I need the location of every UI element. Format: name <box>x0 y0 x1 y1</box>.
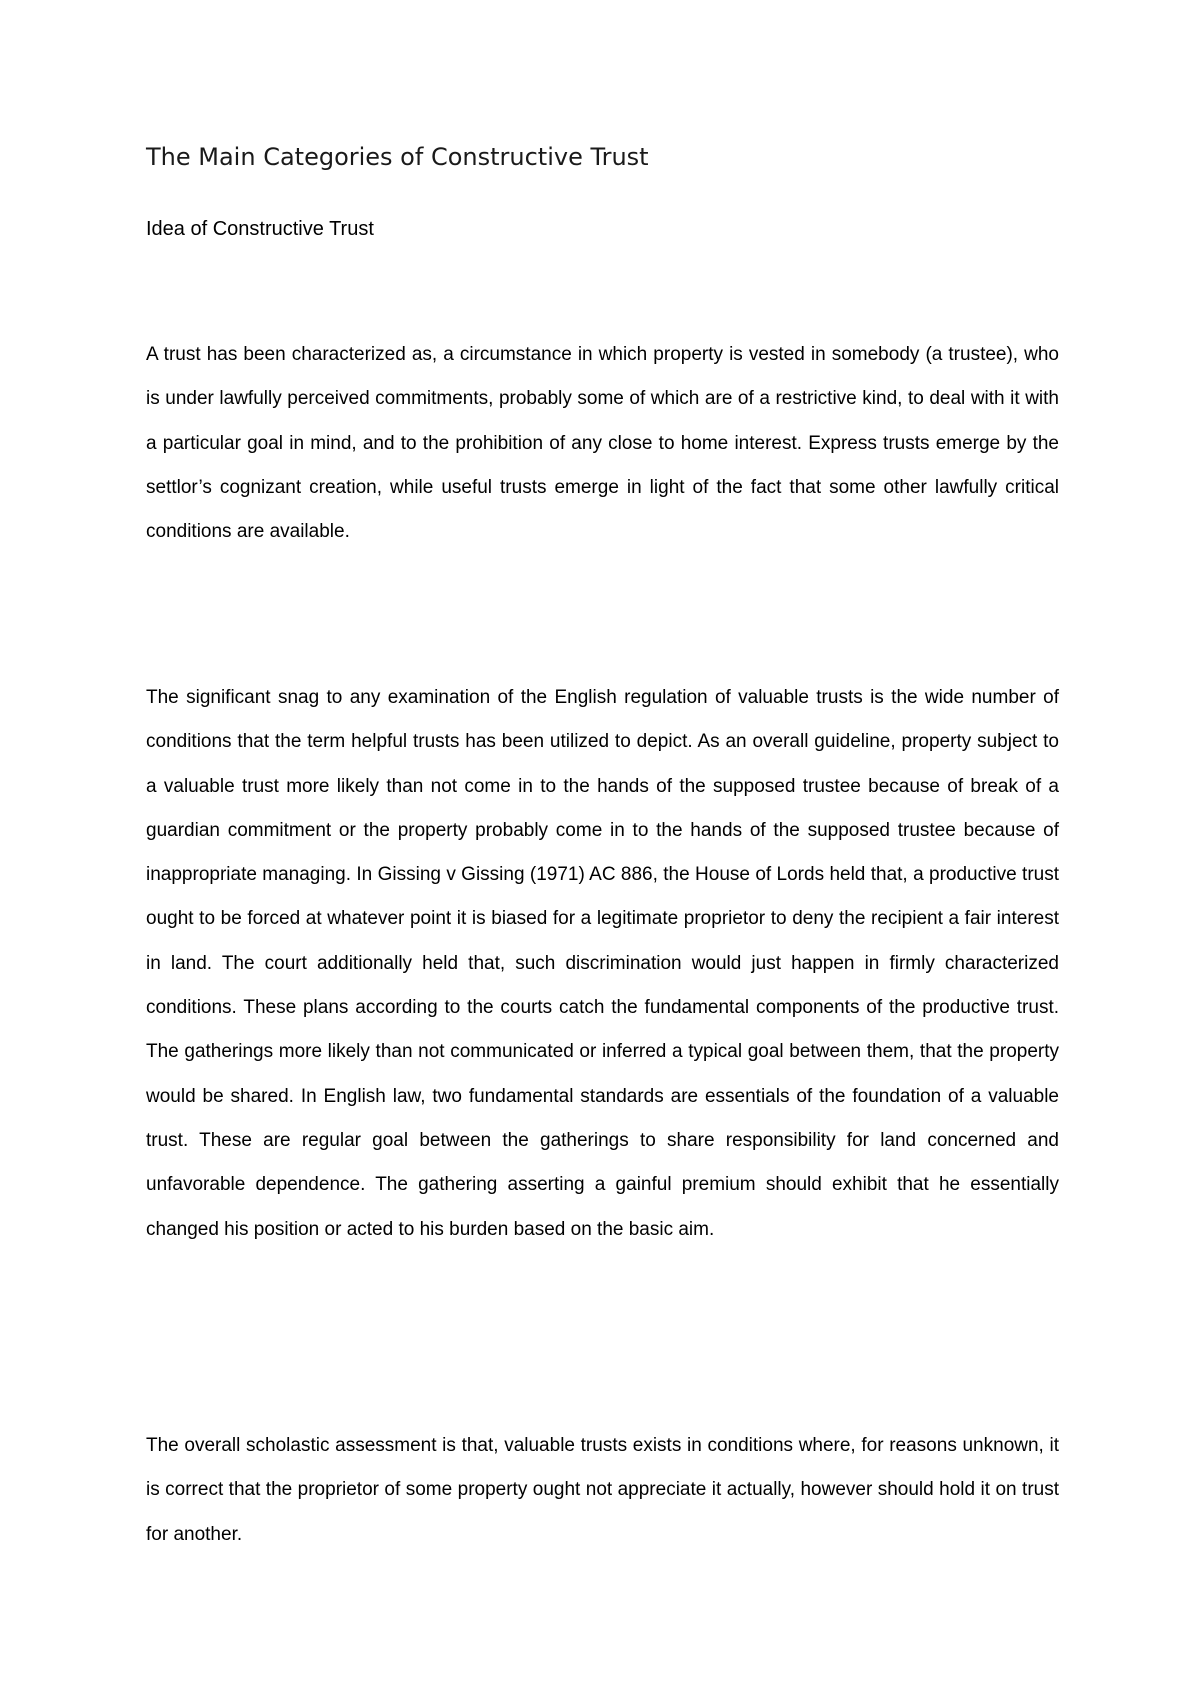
paragraph-english-law: The significant snag to any examination of the English regulation of valuable trusts is the wide number of conditions that the term helpful trusts has been utilized to depict. As an overall guideline, property subject to a valuable trust more likely than not come in to the hands of the supposed trustee because of break of a guardian commitment or the property probably come in to the hands of the supposed trustee because of inappropriate managing. In Gissing v Gissing (1971) AC 886, the House of Lords held that, a productive trust ought to be forced at whatever point it is biased for a legitimate proprietor to deny the recipient a fair interest in land. The court additionally held that, such discrimination would just happen in firmly characterized conditions. These plans according to the courts catch the fundamental components of the productive trust. The gatherings more likely than not communicated or inferred a typical goal between them, that the property would be shared. In English law, two fundamental standards are essentials of the foundation of a valuable trust. These are regular goal between the gatherings to share responsibility for land concerned and unfavorable dependence. The gathering asserting a gainful premium should exhibit that he essentially changed his position or acted to his burden based on the basic aim. <box>146 687 1059 1240</box>
paragraph-definition: A trust has been characterized as, a circumstance in which property is vested in somebody (a trustee), who is under lawfully perceived commitments, probably some of which are of a restrictive kind, to deal with it with a particular goal in mind, and to the prohibition of any close to home interest. Express trusts emerge by the settlor’s cognizant creation, while useful trusts emerge in light of the fact that some other lawfully critical conditions are available. <box>146 344 1059 543</box>
document-title: The Main Categories of Constructive Trust <box>146 143 649 171</box>
paragraph-scholastic-view: The overall scholastic assessment is that, valuable trusts exists in conditions where, for reasons unknown, it is correct that the proprietor of some property ought not appreciate it actually, however should hold it on trust for another. <box>146 1435 1059 1545</box>
section-heading: Idea of Constructive Trust <box>146 218 374 240</box>
